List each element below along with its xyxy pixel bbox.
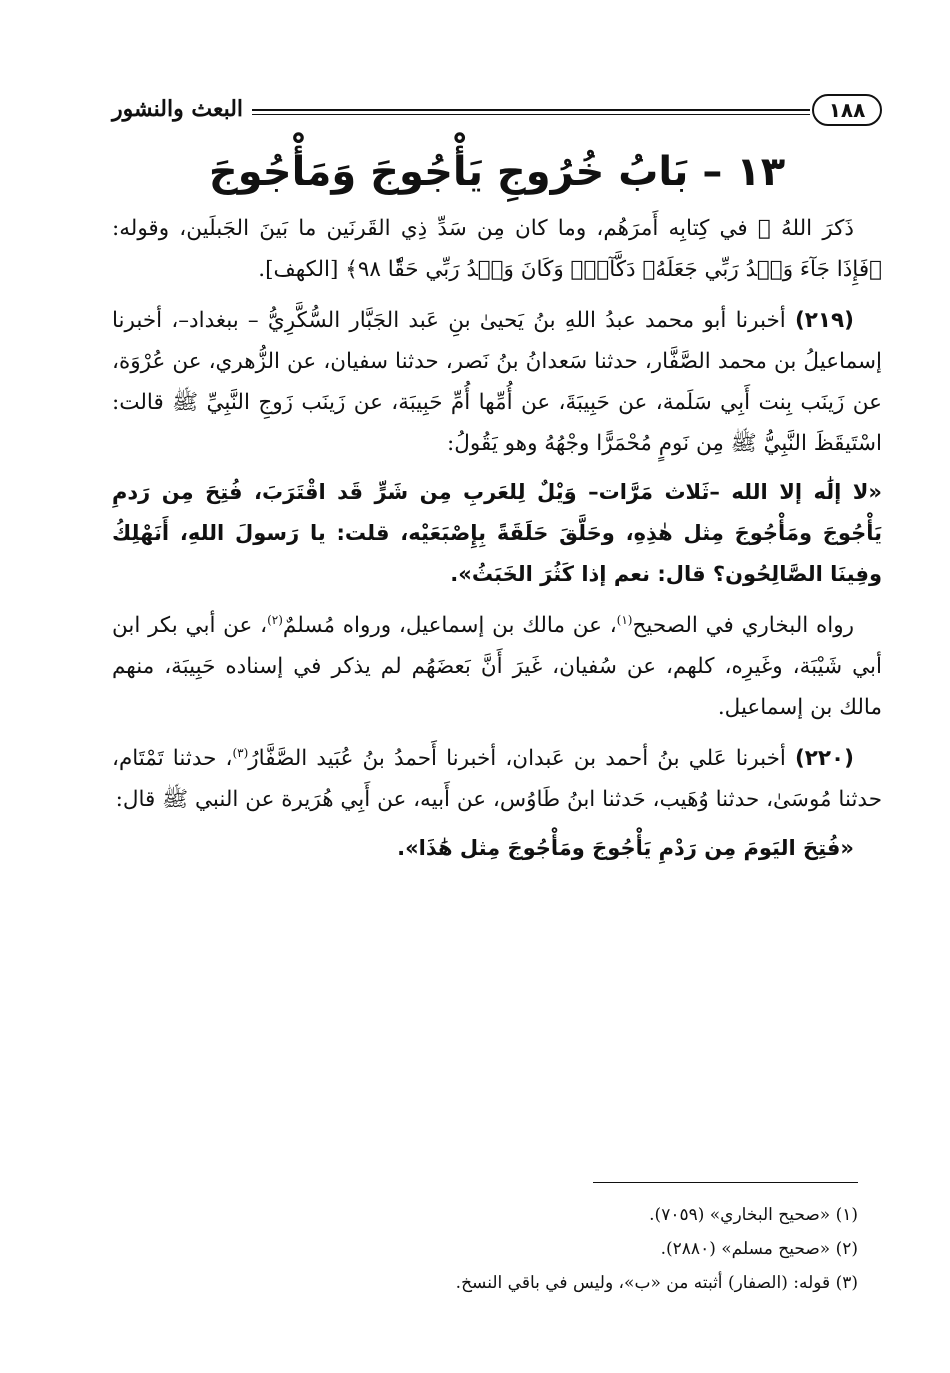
isnad-text: أخبرنا عَلي بنُ أحمد بن عَبدان، أخبرنا أَحمدُ بنُ عُبَيد الصَّفَّارُ bbox=[248, 746, 786, 771]
hadith-219-matn: «لا إلَٰه إلا الله –ثَلاث مَرَّات– وَيْلٌ لِلعَربِ مِن شَرٍّ قَد اقْتَرَبَ، فُتِحَ مِن رَدمِ يَأْجُوجَ ومَأْجُوجَ مِثل هٰذِهِ، وحَلَّقَ حَلَقَةً بِإِصْبَعَيْه، قلت: يا رَسولَ اللهِ، أَنَهْلِكُ وفِينَا الصَّالِحُون؟ قال: نعم إذا كَثُرَ الخَبَثُ». bbox=[112, 480, 882, 586]
footnote-ref-3[interactable]: (٣) bbox=[232, 745, 249, 760]
isnad-text: أخبرنا أبو محمد عبدُ اللهِ بنُ يَحيىٰ بنِ عَبد الجَبَّار السُّكَّرِيُّ – ببغداد–، أخبرنا إسماعيلُ بن محمد الصَّفَّار، حدثنا سَعدانُ بنُ نَصر، حدثنا سفيان، عن الزُّهري، عن عُرْوَة، عن زَينَب بِنت أَبِي سَلَمة، عن حَبِيبَةَ، عن أُمِّها أُمِّ حَبِيبَة، عن زَينَب زَوجِ النَّبِيِّ ﷺ قالت: اسْتَيقَظَ النَّبِيُّ ﷺ مِن نَومٍ مُحْمَرًّا وجْهُهُ وهو يَقُولُ: bbox=[112, 308, 882, 456]
hadith-number: (٢٢٠) bbox=[794, 746, 854, 771]
hadith-number: (٢١٩) bbox=[794, 308, 854, 333]
header-rule bbox=[252, 109, 810, 111]
takhrij-text: رواه البخاري في الصحيح bbox=[632, 613, 854, 638]
intro-paragraph: ذَكرَ اللهُ ﷻ في كِتابِه أَمرَهُم، وما كان مِن سَدِّ ذِي القَرنَين ما بَينَ الجَبلَين، وقوله: ﴿فَإِذَا جَآءَ وَعۡدُ رَبِّي جَعَلَهُۥ دَكَّآءَۖ وَكَانَ وَعۡدُ رَبِّي حَقّٗا ٩٨﴾ [الكهف]. bbox=[112, 216, 882, 282]
footnote-ref-1[interactable]: (١) bbox=[616, 612, 633, 627]
footnote-1: (١) «صحيح البخاري» (٧٠٥٩). bbox=[649, 1205, 858, 1225]
footnote-ref-2[interactable]: (٢) bbox=[267, 612, 283, 627]
footnotes bbox=[158, 1198, 858, 1300]
hadith-220-matn: «فُتِحَ اليَومَ مِن رَدْمِ يَأْجُوجَ ومَأْجُوجَ مِثل هَٰذَا». bbox=[397, 836, 854, 860]
takhrij-text: ، عن مالك بن إسماعيل، ورواه مُسلمٌ bbox=[282, 613, 617, 638]
book-title: البعث والنشور bbox=[112, 96, 244, 122]
footnote-3: (٣) قوله: (الصفار) أثبته من «ب»، وليس في باقي النسخ. bbox=[455, 1273, 858, 1293]
running-header bbox=[112, 92, 882, 132]
footnote-separator bbox=[593, 1182, 858, 1183]
hadith-220-isnad bbox=[112, 738, 882, 820]
main-body bbox=[112, 208, 882, 869]
footnote-2: (٢) «صحيح مسلم» (٢٨٨٠). bbox=[660, 1239, 858, 1259]
hadith-219-isnad bbox=[112, 300, 882, 464]
isnad-text: ، حدثنا تَمْتَام، حدثنا مُوسَىٰ، حدثنا وُهَيب، حَدثنا ابنُ طَاوُس، عن أَبيه، عن أَبِي هُرَيرة عن النبي ﷺ قال: bbox=[112, 746, 882, 812]
takhrij-paragraph bbox=[112, 605, 882, 728]
chapter-title: ١٣ – بَابُ خُرُوجِ يَأْجُوجَ وَمَأْجُوجَ bbox=[208, 149, 786, 195]
page-number: ١٨٨ bbox=[812, 94, 882, 126]
takhrij-text: ، عن أبي بكر ابن أبي شَيْبَة، وغَيرِه، كلهم، عن سُفيان، غَيرَ أَنَّ بَعضَهُم لم يذكر في إسناده حَبِيبَة، منهم مالك بن إسماعيل. bbox=[112, 613, 882, 720]
